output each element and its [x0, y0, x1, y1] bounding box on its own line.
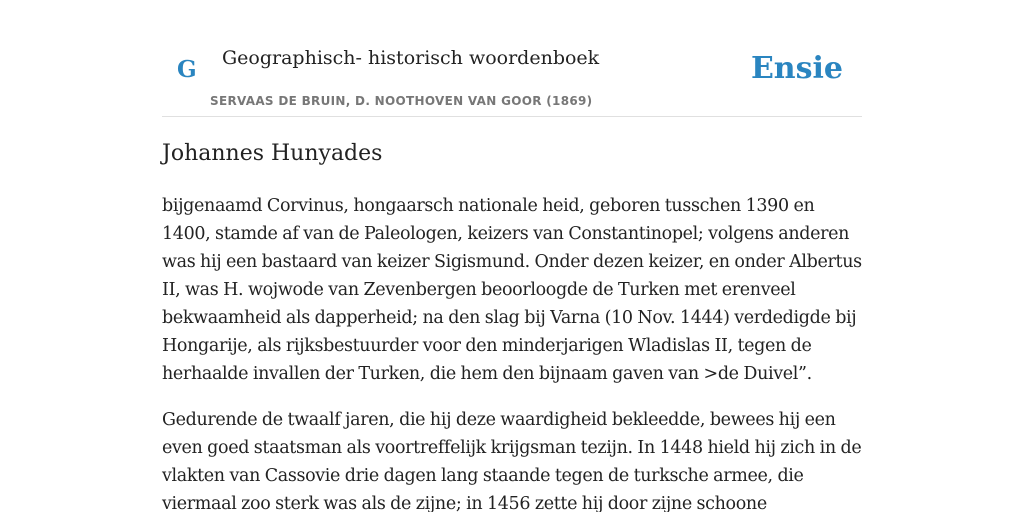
- page: [162, 0, 862, 512]
- entry-title: Johannes Hunyades: [162, 141, 383, 166]
- entry-body: [162, 192, 862, 512]
- entry-paragraph: bijgenaamd Corvinus, hongaarsch nationale heid, geboren tusschen 1390 en 1400, stamde af van de Paleologen, keizers van Constantinopel; volgens anderen was hij een bastaard van keizer Sigismund. Onder dezen keizer, en onder Albertus II, was H. wojwode van Zevenbergen beoorloogde de Turken met erenveel bekwaamheid als dapperheid; na den slag bij Varna (10 Nov. 1444) verdedigde bij Hongarije, als rijksbestuurder voor den minderjarigen Wladislas II, tegen de herhaalde invallen der Turken, die hem den bijnaam gaven van >de Duivel”.: [162, 196, 862, 384]
- book-initial-icon[interactable]: G: [177, 56, 197, 83]
- book-header: [162, 0, 862, 117]
- book-authors: SERVAAS DE BRUIN, D. NOOTHOVEN VAN GOOR (1869): [210, 94, 593, 108]
- entry-paragraph: Gedurende de twaalf jaren, die hij deze waardigheid bekleedde, bewees hij een even goed staatsman als voortreffelijk krijgsman tezijn. In 1448 hield hij zich in de vlakten van Cassovie drie dagen lang staande tegen de turksche armee, die viermaal zoo sterk was als de zijne; in 1456 zette hij door zijne schoone: [162, 410, 862, 512]
- book-title-link[interactable]: Geographisch- historisch woordenboek: [222, 47, 600, 69]
- ensie-logo-link[interactable]: Ensie: [750, 51, 843, 86]
